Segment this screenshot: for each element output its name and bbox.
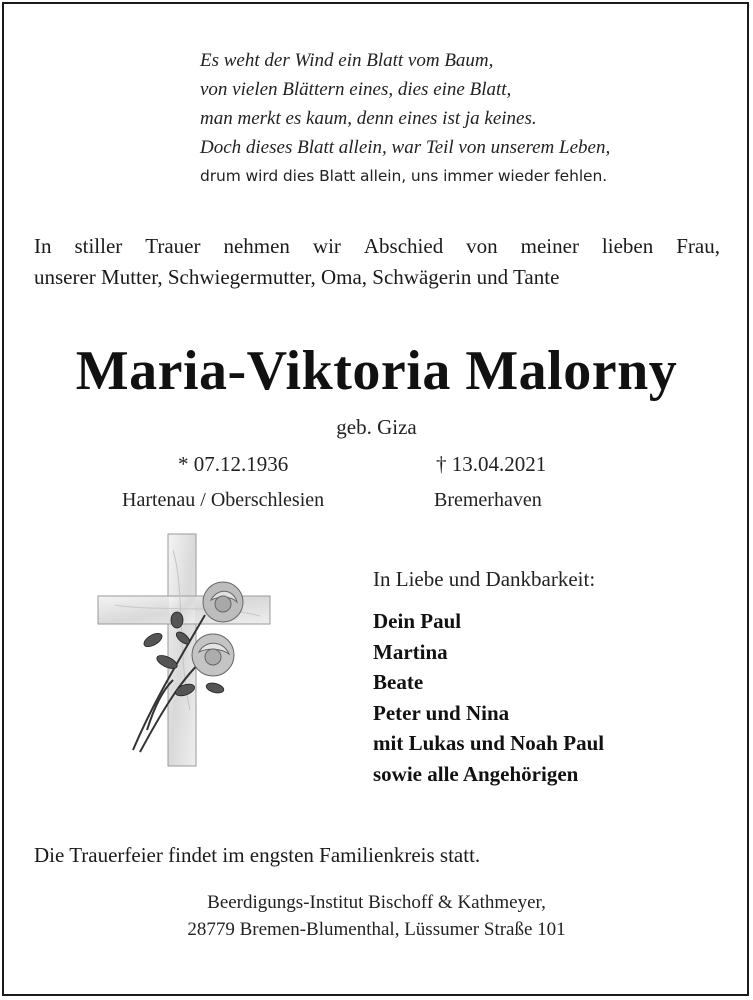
intro-word: Frau, — [676, 234, 720, 258]
funeral-note: Die Trauerfeier findet im engsten Familienkreis statt. — [34, 843, 481, 867]
cross-icon — [95, 530, 275, 770]
death-date: † 13.04.2021 — [436, 452, 547, 476]
intro-word: In — [34, 234, 52, 258]
poem-line: Doch dieses Blatt allein, war Teil von unserem Leben, — [200, 137, 611, 158]
intro-word: wir — [312, 234, 341, 258]
cross-with-roses-image — [95, 530, 275, 770]
intro-word: Abschied — [363, 234, 444, 258]
family-member: Beate — [373, 670, 424, 694]
intro-word: nehmen — [223, 234, 290, 258]
intro-word: stiller — [74, 234, 123, 258]
birth-date: * 07.12.1936 — [178, 452, 289, 476]
family-member: sowie alle Angehörigen — [373, 761, 579, 786]
funeral-institute — [0, 889, 753, 943]
birth-place: Hartenau / Oberschlesien — [122, 489, 325, 511]
death-place: Bremerhaven — [434, 489, 542, 511]
poem-line: man merkt es kaum, denn eines ist ja keines. — [200, 108, 537, 129]
poem-line: drum wird dies Blatt allein, uns immer wieder fehlen. — [200, 167, 608, 185]
birth-name: geb. Giza — [336, 415, 417, 439]
family-member: Peter und Nina — [373, 700, 510, 725]
deceased-name: Maria-Viktoria Malorny — [75, 340, 678, 402]
institute-address: 28779 Bremen-Blumenthal, Lüssumer Straße 101 — [187, 919, 566, 940]
intro-word: von — [466, 234, 498, 258]
family-member: Dein Paul — [373, 609, 462, 633]
intro-line-2: unserer Mutter, Schwiegermutter, Oma, Schwägerin und Tante — [34, 265, 560, 289]
intro-word: Trauer — [145, 234, 201, 258]
family-member: Martina — [373, 639, 448, 664]
poem-line: Es weht der Wind ein Blatt vom Baum, — [200, 50, 494, 71]
institute-name: Beerdigungs-Institut Bischoff & Kathmeyer, — [207, 892, 546, 913]
poem-line: von vielen Blättern eines, dies eine Blatt, — [200, 79, 512, 100]
family-heading: In Liebe und Dankbarkeit: — [373, 567, 596, 591]
intro-word: meiner — [520, 234, 579, 258]
intro-word: lieben — [601, 234, 654, 258]
intro-text — [34, 231, 724, 293]
family-member: mit Lukas und Noah Paul — [373, 731, 605, 755]
intro-line-1 — [34, 231, 720, 262]
family-list — [373, 567, 604, 789]
poem — [200, 46, 610, 191]
